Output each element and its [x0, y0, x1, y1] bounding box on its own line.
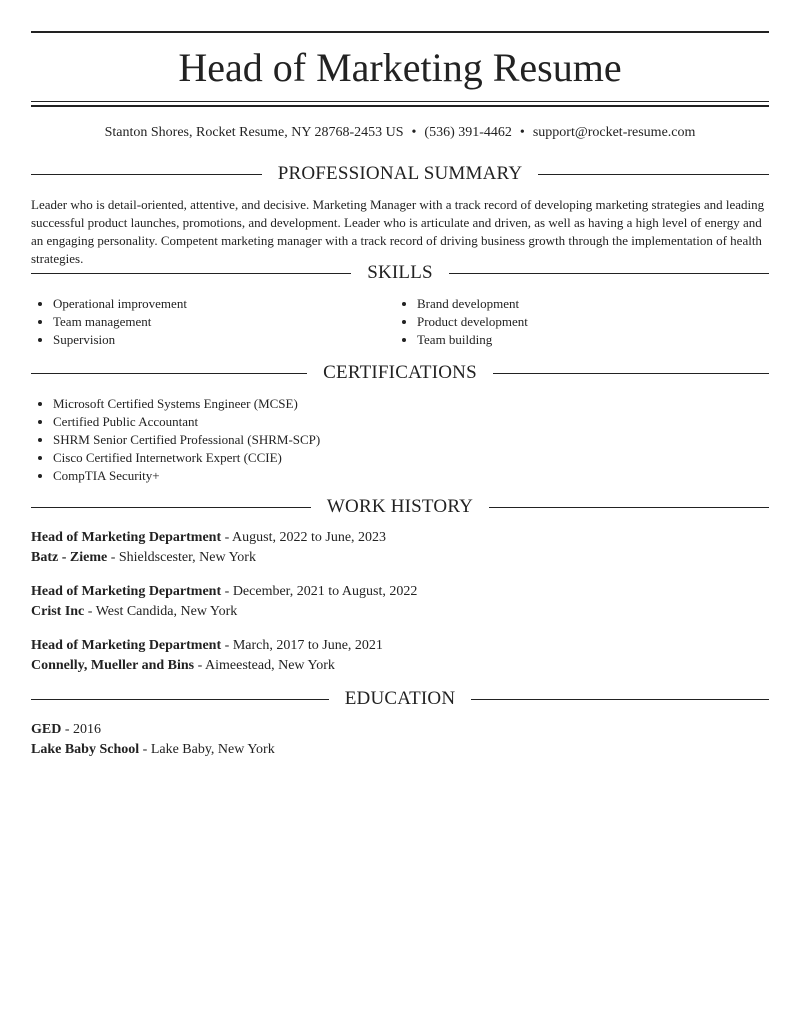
work-entry — [31, 636, 769, 676]
job-dates: March, 2017 to June, 2021 — [232, 638, 383, 653]
resume-title: Head of Marketing Resume — [178, 45, 622, 90]
work-role-line — [31, 636, 769, 656]
education-entry — [31, 720, 769, 760]
section-title-skills: SKILLS — [367, 262, 433, 283]
dash-separator: - — [221, 530, 233, 545]
company-location: Aimeestead, New York — [205, 658, 335, 673]
divider-line — [31, 174, 262, 175]
contact-phone: (536) 391-4462 — [424, 125, 512, 140]
degree-name: GED — [31, 722, 62, 737]
company-location: Shieldscester, New York — [118, 550, 256, 565]
work-role-line — [31, 582, 769, 602]
job-dates: December, 2021 to August, 2022 — [232, 584, 418, 599]
skills-list-right — [395, 295, 735, 349]
contact-email: support@rocket-resume.com — [532, 125, 696, 140]
school-location: Lake Baby, New York — [150, 742, 275, 757]
dash-separator: - — [61, 722, 74, 737]
dash-separator: - — [84, 604, 96, 619]
section-header-skills — [31, 262, 769, 284]
divider-line — [31, 373, 307, 374]
dash-separator: - — [107, 550, 119, 565]
education-school-line — [31, 740, 769, 760]
work-role-line — [31, 528, 769, 548]
summary-text: Leader who is detail-oriented, attentive, and decisive. Marketing Manager with a track record of developing marketing strategies and leading successful product launches, promotions, and development. Leader who is articulate and driven, as well as having a high level of energy and an engaging personality. Competent marketing manager with a track record of driving business growth through the implementation of health strategies. — [31, 197, 765, 266]
divider-line — [493, 373, 769, 374]
skill-item: • Team management — [53, 313, 371, 331]
work-company-line — [31, 602, 769, 622]
dash-separator: - — [221, 638, 233, 653]
education-degree-line — [31, 720, 769, 740]
company-name: Crist Inc — [31, 604, 85, 619]
dash-separator: - — [139, 742, 151, 757]
divider-line — [31, 273, 351, 274]
section-header-education — [31, 688, 769, 710]
degree-year: 2016 — [73, 722, 102, 737]
divider-line — [449, 273, 769, 274]
title-double-rule — [31, 101, 769, 107]
divider-line — [538, 174, 769, 175]
work-entry — [31, 528, 769, 568]
company-location: West Candida, New York — [95, 604, 238, 619]
skill-item: • Product development — [417, 313, 735, 331]
skill-item: • Supervision — [53, 331, 371, 349]
job-title: Head of Marketing Department — [31, 530, 222, 545]
certification-item: • SHRM Senior Certified Professional (SHRM-SCP) — [53, 431, 531, 449]
job-title: Head of Marketing Department — [31, 638, 222, 653]
contact-separator: • — [411, 125, 417, 140]
skill-item: • Team building — [417, 331, 735, 349]
job-dates: August, 2022 to June, 2023 — [232, 530, 387, 545]
work-company-line — [31, 656, 769, 676]
contact-line — [31, 124, 769, 142]
company-name: Connelly, Mueller and Bins — [31, 658, 195, 673]
dash-separator: - — [221, 584, 233, 599]
certification-item: • Cisco Certified Internetwork Expert (CCIE) — [53, 449, 531, 467]
skill-item: • Brand development — [417, 295, 735, 313]
certification-item: • Microsoft Certified Systems Engineer (MCSE) — [53, 395, 531, 413]
top-rule — [31, 31, 769, 33]
divider-line — [489, 507, 769, 508]
section-header-summary — [31, 163, 769, 185]
skills-list-left — [31, 295, 371, 349]
work-entry — [31, 582, 769, 622]
section-title-summary: PROFESSIONAL SUMMARY — [277, 163, 523, 184]
divider-line — [31, 699, 329, 700]
section-title-work-history: WORK HISTORY — [326, 496, 474, 517]
divider-line — [471, 699, 769, 700]
company-name: Batz - Zieme — [31, 550, 108, 565]
section-title-certifications: CERTIFICATIONS — [323, 362, 477, 383]
dash-separator: - — [194, 658, 205, 673]
contact-address: Stanton Shores, Rocket Resume, NY 28768-2453 US — [104, 125, 404, 140]
work-company-line — [31, 548, 769, 568]
job-title: Head of Marketing Department — [31, 584, 222, 599]
certifications-list — [31, 395, 531, 485]
certification-item: • CompTIA Security+ — [53, 467, 531, 485]
divider-line — [31, 507, 311, 508]
section-title-education: EDUCATION — [344, 688, 456, 709]
certification-item: • Certified Public Accountant — [53, 413, 531, 431]
section-header-work-history — [31, 496, 769, 518]
section-header-certifications — [31, 362, 769, 384]
contact-separator: • — [519, 125, 525, 140]
school-name: Lake Baby School — [31, 742, 140, 757]
skill-item: • Operational improvement — [53, 295, 371, 313]
